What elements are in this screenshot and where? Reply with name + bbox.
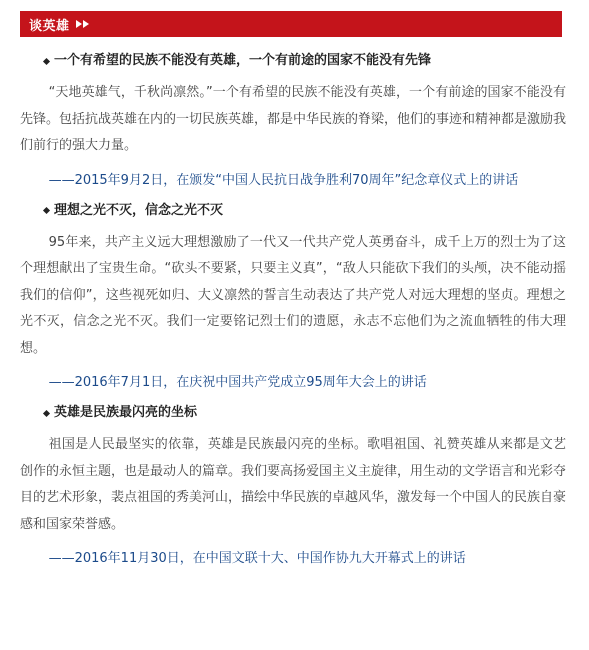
- quote-section-1: [20, 50, 566, 194]
- quote-paragraph: 95年来，共产主义远大理想激励了一代又一代共产党人英勇奋斗，成千上万的烈士为了这个理想献出了宝贵生命。“砍头不要紧，只要主义真”，“敌人只能砍下我们的头颅，决不能动摇我们的信仰”，这些视死如归、大义凛然的誓言生动表达了共产党人对远大理想的坚贞。理想之光不灭，信念之光不灭。我们一定要铭记烈士们的遗愿，永志不忘他们为之流血牺牲的伟大理想。: [20, 234, 566, 356]
- heading-text: 一个有希望的民族不能没有英雄，一个有前途的国家不能没有先锋: [54, 53, 432, 68]
- heading-text: 理想之光不灭，信念之光不灭: [54, 202, 224, 218]
- diamond-bullet-icon: [43, 207, 50, 214]
- section-title: 谈英雄: [29, 18, 70, 34]
- quote-section-2: [20, 200, 566, 397]
- quote-source: ——2016年7月1日，在庆祝中国共产党成立95周年大会上的讲话: [48, 375, 427, 390]
- quote-paragraph: 祖国是人民最坚实的依靠，英雄是民族最闪亮的坐标。歌唱祖国、礼赞英雄从来都是文艺创作的永恒主题，也是最动人的篇章。我们要高扬爱国主义主旋律，用生动的文学语言和光彩夺目的艺术形象，裴点祖国的秀美河山，描绘中华民族的卓越风华，激发每一个中国人的民族自豪感和国家荣誉感。: [20, 437, 567, 532]
- section-header-bar: [20, 11, 562, 37]
- section-heading: [44, 200, 566, 222]
- double-arrow-icon: [76, 20, 90, 28]
- quote-source: ——2015年9月2日，在颁发“中国人民抗日战争胜利70周年”纪念章仪式上的讲话: [48, 172, 519, 188]
- article-content: [20, 44, 566, 578]
- section-heading: [44, 50, 566, 72]
- quote-section-3: [20, 402, 566, 572]
- quote-source: ——2016年11月30日，在中国文联十大、中国作协九大开幕式上的讲话: [48, 551, 466, 566]
- quote-paragraph: “天地英雄气，千秋尚凛然。”一个有希望的民族不能没有英雄，一个有前途的国家不能没有先锋。包括抗战英雄在内的一切民族英雄，都是中华民族的脊梁，他们的事迹和精神都是激励我们前行的强大力量。: [20, 85, 567, 153]
- heading-text: 英雄是民族最闪亮的坐标: [54, 405, 198, 420]
- section-heading: [44, 402, 566, 424]
- diamond-bullet-icon: [43, 57, 50, 64]
- diamond-bullet-icon: [43, 409, 50, 416]
